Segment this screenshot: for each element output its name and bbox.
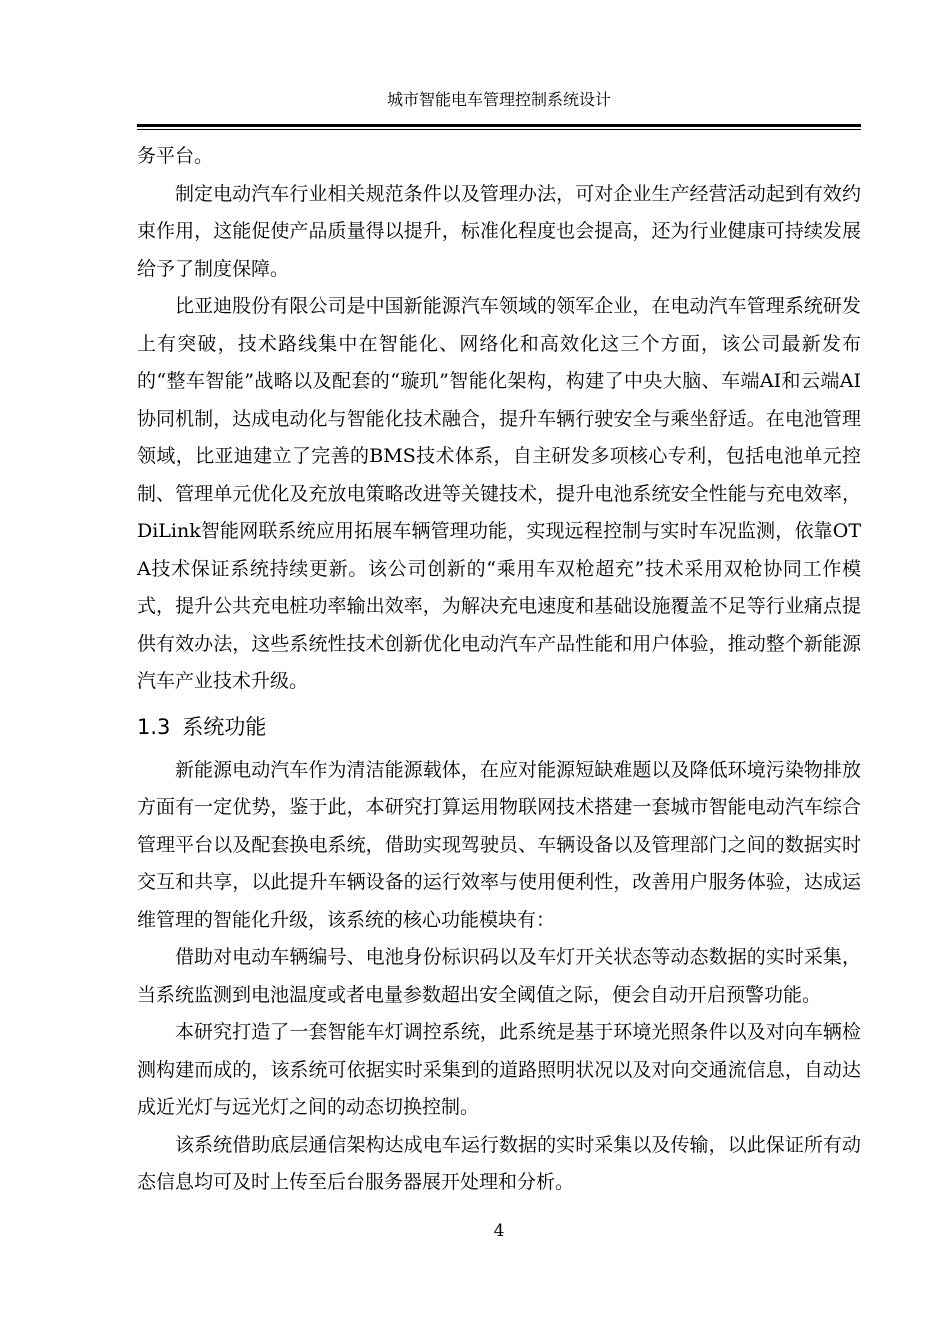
section-heading (137, 704, 861, 750)
paragraph: 借助对电动车辆编号、电池身份标识码以及车灯开关状态等动态数据的实时采集，当系统监测到电池温度或者电量参数超出安全阈值之际，便会自动开启预警功能。 (137, 946, 861, 1006)
paragraph: 新能源电动汽车作为清洁能源载体，在应对能源短缺难题以及降低环境污染物排放方面有一定优势，鉴于此，本研究打算运用物联网技术搭建一套城市智能电动汽车综合管理平台以及配套换电系统，借助实现驾驶员、车辆设备以及管理部门之间的数据实时交互和共享，以此提升车辆设备的运行效率与使用便利性，改善用户服务体验，达成运维管理的智能化升级，该系统的核心功能模块有： (137, 758, 861, 931)
paragraph: 制定电动汽车行业相关规范条件以及管理办法，可对企业生产经营活动起到有效约束作用，这能促使产品质量得以提升，标准化程度也会提高，还为行业健康可持续发展给予了制度保障。 (137, 182, 861, 280)
document-body (137, 138, 861, 1202)
page-number: 4 (493, 1221, 505, 1241)
paragraph: 比亚迪股份有限公司是中国新能源汽车领域的领军企业，在电动汽车管理系统研发上有突破，技术路线集中在智能化、网络化和高效化这三个方面，该公司最新发布的“整车智能”战略以及配套的“璇玑”智能化架构，构建了中央大脑、车端AI和云端AI协同机制，达成电动化与智能化技术融合，提升车辆行驶安全与乘坐舒适。在电池管理领域，比亚迪建立了完善的BMS技术体系，自主研发多项核心专利，包括电池单元控制、管理单元优化及充放电策略改进等关键技术，提升电池系统安全性能与充电效率，DiLink智能网联系统应用拓展车辆管理功能，实现远程控制与实时车况监测，依靠OTA技术保证系统持续更新。该公司创新的“乘用车双枪超充”技术采用双枪协同工作模式，提升公共充电桩功率输出效率，为解决充电速度和基础设施覆盖不足等行业痛点提供有效办法，这些系统性技术创新优化电动汽车产品性能和用户体验，推动整个新能源汽车产业技术升级。 (137, 295, 861, 692)
header-rule-thick (137, 124, 861, 127)
section-number: 1.3 (137, 714, 171, 739)
paragraph: 本研究打造了一套智能车灯调控系统，此系统是基于环境光照条件以及对向车辆检测构建而成的，该系统可依据实时采集到的道路照明状况以及对向交通流信息，自动达成近光灯与远光灯之间的动态切换控制。 (137, 1021, 861, 1118)
paragraph: 务平台。 (137, 145, 214, 167)
header-rule-thin (137, 129, 861, 130)
running-header: 城市智能电车管理控制系统设计 (386, 90, 611, 109)
paragraph: 该系统借助底层通信架构达成电车运行数据的实时采集以及传输，以此保证所有动态信息均可及时上传至后台服务器展开处理和分析。 (137, 1133, 861, 1193)
section-title: 系统功能 (182, 714, 267, 739)
